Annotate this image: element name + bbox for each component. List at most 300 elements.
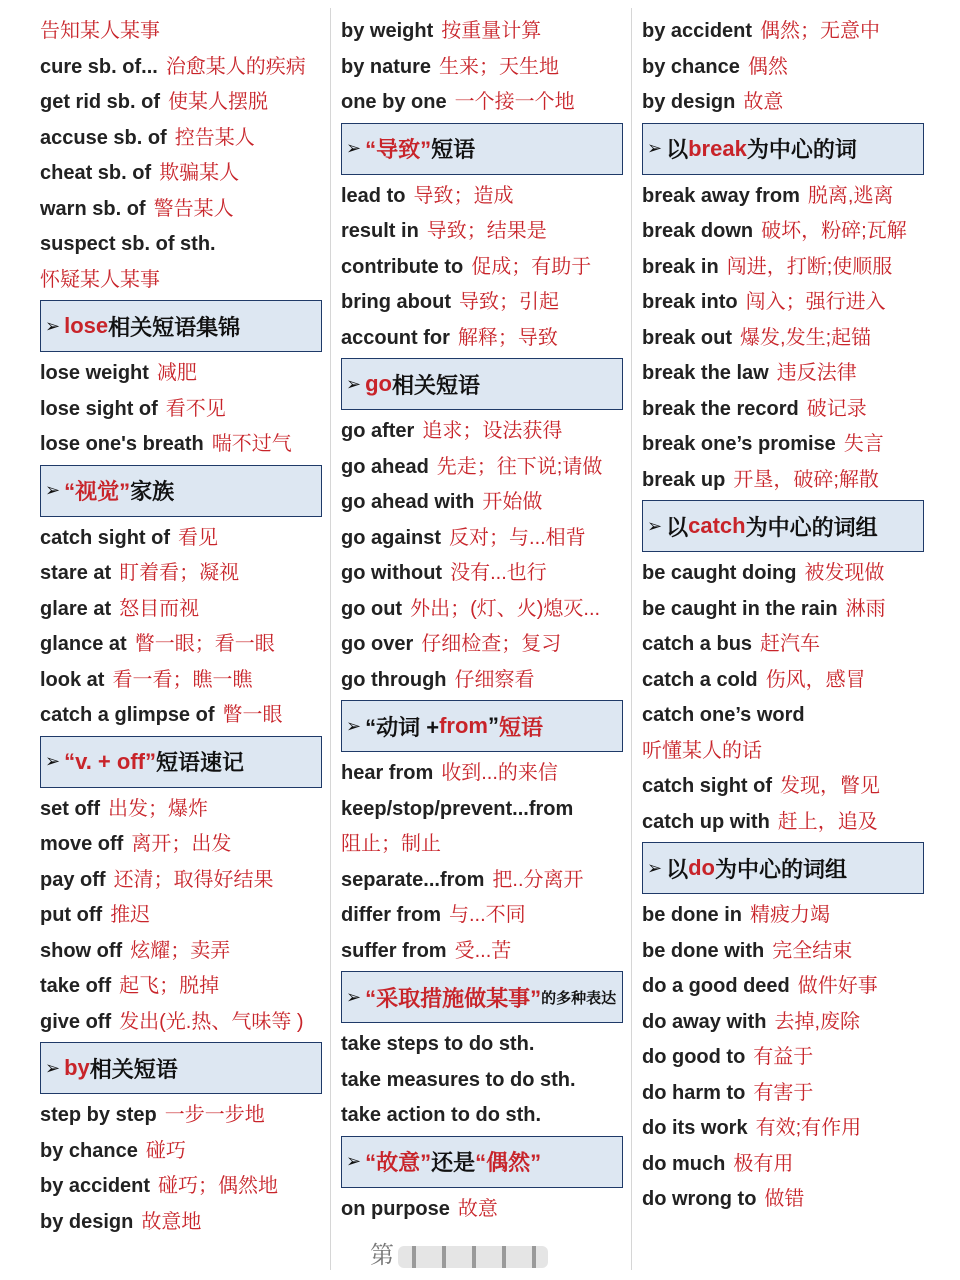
phrase-chinese: 碰巧 xyxy=(145,1139,186,1162)
phrase-english: break up xyxy=(642,468,726,491)
phrase-row xyxy=(40,14,322,50)
section-header-part: 短语 xyxy=(498,714,543,740)
section-header-part: “视觉” xyxy=(64,479,131,504)
phrase-chinese: 导致；造成 xyxy=(413,184,514,207)
section-header-part: by xyxy=(64,1055,90,1080)
phrase-english: take measures to do sth. xyxy=(341,1068,576,1091)
phrase-chinese: 把..分离开 xyxy=(492,868,584,891)
section-header-part: “导致” xyxy=(365,137,432,162)
column-divider xyxy=(631,8,632,1270)
arrow-icon: ➢ xyxy=(346,138,362,158)
phrase-row xyxy=(642,769,924,805)
phrase-english: break one’s promise xyxy=(642,433,836,455)
phrase-english: by accident xyxy=(642,20,753,42)
section-header-part: from xyxy=(439,713,488,738)
phrase-english: lose sight of xyxy=(40,397,158,420)
column-3 xyxy=(642,14,924,1218)
section-header xyxy=(642,500,924,552)
phrase-row xyxy=(642,1147,924,1183)
phrase-row xyxy=(40,627,322,663)
phrase-chinese: 故意 xyxy=(457,1197,498,1220)
section-header-part: 以 xyxy=(666,856,689,882)
phrase-row xyxy=(642,556,924,592)
blurred-watermark xyxy=(398,1246,548,1268)
phrase-english: keep/stop/prevent...from xyxy=(341,797,574,820)
phrase-chinese: 导致；引起 xyxy=(458,291,559,313)
phrase-row xyxy=(642,14,924,50)
phrase-row xyxy=(40,1134,322,1170)
phrase-chinese: 有害于 xyxy=(753,1081,814,1104)
phrase-chinese: 做错 xyxy=(764,1188,805,1210)
phrase-chinese: 失言 xyxy=(843,433,884,455)
section-header-part: 以 xyxy=(666,137,689,162)
phrase-row xyxy=(642,698,924,734)
phrase-row xyxy=(341,450,623,486)
phrase-chinese: 精疲力竭 xyxy=(750,904,830,926)
phrase-row xyxy=(40,356,322,392)
phrase-chinese: 促成；有助于 xyxy=(471,255,592,278)
phrase-chinese: 看见 xyxy=(178,526,219,549)
phrase-row xyxy=(642,805,924,841)
phrase-chinese: 故意地 xyxy=(141,1210,202,1233)
phrase-row xyxy=(341,521,623,557)
phrase-english: catch a bus xyxy=(642,633,753,655)
phrase-english: catch up with xyxy=(642,810,770,833)
phrase-chinese: 开始做 xyxy=(482,491,543,513)
phrase-english: do a good deed xyxy=(642,975,790,997)
arrow-icon: ➢ xyxy=(45,751,61,771)
phrase-chinese: 起飞；脱掉 xyxy=(119,975,220,997)
phrase-row xyxy=(40,969,322,1005)
section-header xyxy=(341,1136,623,1188)
phrase-english: break the law xyxy=(642,362,769,384)
phrase-english: go out xyxy=(341,597,403,620)
phrase-chinese: 炫耀；卖弄 xyxy=(130,939,231,962)
phrase-row xyxy=(341,214,623,250)
phrase-row xyxy=(40,263,322,299)
arrow-icon: ➢ xyxy=(647,515,663,536)
phrase-english: catch one’s word xyxy=(642,704,805,726)
phrase-row xyxy=(40,863,322,899)
section-header-part: 的多种表达 xyxy=(541,989,617,1007)
phrase-chinese: 发出(光.热、气味等 ) xyxy=(119,1010,304,1033)
phrase-row xyxy=(642,250,924,286)
section-header-part: ” xyxy=(487,713,499,738)
phrase-english: be caught doing xyxy=(642,562,797,584)
section-header-part: “v. + off” xyxy=(64,748,156,774)
phrase-english: pay off xyxy=(40,868,106,891)
phrase-row xyxy=(642,934,924,970)
phrase-english: give off xyxy=(40,1010,112,1033)
phrase-row xyxy=(40,227,322,263)
phrase-english: contribute to xyxy=(341,255,464,278)
section-header-part: 为中心的词组 xyxy=(745,514,878,540)
phrase-english: by nature xyxy=(341,55,432,78)
phrase-english: by weight xyxy=(341,20,434,42)
section-header xyxy=(40,300,322,352)
phrase-row xyxy=(341,85,623,121)
phrase-english: separate...from xyxy=(341,868,485,891)
phrase-row xyxy=(341,863,623,899)
phrase-row xyxy=(40,121,322,157)
phrase-chinese: 破坏，粉碎;瓦解 xyxy=(761,220,907,242)
phrase-row xyxy=(642,1040,924,1076)
phrase-row xyxy=(40,192,322,228)
phrase-english: warn sb. of xyxy=(40,197,146,220)
section-header-part: 相关短语 xyxy=(391,372,480,398)
phrase-chinese: 没有...也行 xyxy=(450,562,547,584)
phrase-chinese: 完全结束 xyxy=(772,939,853,962)
phrase-english: do much xyxy=(642,1152,726,1175)
phrase-chinese: 欺骗某人 xyxy=(159,162,240,184)
phrase-chinese: 极有用 xyxy=(733,1152,794,1175)
arrow-icon: ➢ xyxy=(346,373,362,394)
section-header-part: 相关短语集锦 xyxy=(108,314,241,340)
phrase-chinese: 先走；往下说;请做 xyxy=(436,455,603,478)
phrase-row xyxy=(642,321,924,357)
phrase-chinese: 警告某人 xyxy=(153,197,234,220)
phrase-chinese: 偶然 xyxy=(747,55,788,78)
phrase-english: by accident xyxy=(40,1175,151,1197)
phrase-english: do its work xyxy=(642,1117,748,1139)
phrase-chinese: 赶上，追及 xyxy=(777,810,878,833)
phrase-english: put off xyxy=(40,904,103,926)
phrase-chinese: 推迟 xyxy=(110,904,151,926)
arrow-icon: ➢ xyxy=(45,480,61,500)
phrase-english: by design xyxy=(642,91,736,113)
phrase-english: by chance xyxy=(642,55,740,78)
section-header-part: go xyxy=(365,371,392,396)
section-header xyxy=(40,736,322,788)
phrase-row xyxy=(642,392,924,428)
phrase-chinese: 治愈某人的疾病 xyxy=(165,55,306,78)
phrase-chinese: 告知某人某事 xyxy=(40,20,160,42)
phrase-chinese: 瞥一眼 xyxy=(222,704,283,726)
phrase-row xyxy=(40,1005,322,1041)
phrase-english: break down xyxy=(642,220,754,242)
phrase-row xyxy=(642,1076,924,1112)
phrase-chinese: 闯入；强行进入 xyxy=(745,291,886,313)
phrase-chinese: 爆发,发生;起锚 xyxy=(740,326,872,349)
phrase-english: do good to xyxy=(642,1046,746,1068)
phrase-row xyxy=(341,485,623,521)
phrase-chinese: 碰巧；偶然地 xyxy=(158,1175,279,1197)
phrase-chinese: 伤风，感冒 xyxy=(765,668,866,691)
phrase-row xyxy=(40,392,322,428)
phrase-chinese: 违反法律 xyxy=(776,362,857,384)
section-header-part: 家族 xyxy=(130,479,175,504)
arrow-icon: ➢ xyxy=(45,1057,61,1078)
phrase-row xyxy=(341,285,623,321)
phrase-chinese: 阻止；制止 xyxy=(341,833,441,855)
section-header xyxy=(642,842,924,894)
phrase-row xyxy=(40,698,322,734)
phrase-english: go over xyxy=(341,633,414,655)
phrase-english: be done in xyxy=(642,904,742,926)
phrase-chinese: 破记录 xyxy=(806,397,867,420)
phrase-english: be done with xyxy=(642,939,765,962)
phrase-english: catch a cold xyxy=(642,668,758,691)
phrase-english: do harm to xyxy=(642,1081,746,1104)
phrase-chinese: 看不见 xyxy=(165,397,226,420)
phrase-english: take action to do sth. xyxy=(341,1104,542,1126)
phrase-english: on purpose xyxy=(341,1197,450,1220)
phrase-english: lead to xyxy=(341,184,406,207)
phrase-chinese: 看一看；瞧一瞧 xyxy=(112,668,253,691)
column-divider xyxy=(330,8,331,1270)
phrase-english: get rid sb. of xyxy=(40,91,160,113)
phrase-english: go without xyxy=(341,562,443,584)
section-header xyxy=(40,1042,322,1094)
phrase-row xyxy=(341,627,623,663)
section-header xyxy=(341,700,623,752)
phrase-row xyxy=(40,827,322,863)
column-2 xyxy=(341,14,623,1227)
phrase-row xyxy=(642,898,924,934)
phrase-english: show off xyxy=(40,939,123,962)
phrase-row xyxy=(341,934,623,970)
phrase-english: accuse sb. of xyxy=(40,126,167,149)
phrase-english: lose one's breath xyxy=(40,433,204,455)
section-header-part: “偶然” xyxy=(475,1150,542,1175)
phrase-row xyxy=(341,1063,623,1099)
phrase-chinese: 赶汽车 xyxy=(760,633,821,655)
phrase-english: catch sight of xyxy=(642,775,773,797)
phrase-english: account for xyxy=(341,326,450,349)
phrase-row xyxy=(642,179,924,215)
phrase-chinese: 一个接一个地 xyxy=(454,91,575,113)
phrase-chinese: 还清；取得好结果 xyxy=(113,868,274,891)
section-header-part: 为中心的词组 xyxy=(715,856,848,882)
phrase-english: by chance xyxy=(40,1139,138,1162)
phrase-row xyxy=(40,1205,322,1241)
phrase-english: go through xyxy=(341,668,447,691)
phrase-english: break the record xyxy=(642,397,799,420)
phrase-row xyxy=(40,556,322,592)
phrase-row xyxy=(642,50,924,86)
phrase-row xyxy=(642,969,924,1005)
section-header-part: 还是 xyxy=(431,1150,476,1175)
section-header-part: 以 xyxy=(666,514,689,540)
phrase-english: lose weight xyxy=(40,362,149,384)
phrase-chinese: 做件好事 xyxy=(797,975,878,997)
phrase-english: step by step xyxy=(40,1104,157,1126)
arrow-icon: ➢ xyxy=(647,857,663,878)
phrase-row xyxy=(341,556,623,592)
phrase-english: take off xyxy=(40,975,112,997)
phrase-row xyxy=(341,756,623,792)
phrase-row xyxy=(341,179,623,215)
phrase-english: break in xyxy=(642,255,719,278)
arrow-icon: ➢ xyxy=(346,986,362,1007)
phrase-row xyxy=(40,156,322,192)
phrase-english: glare at xyxy=(40,597,112,620)
phrase-row xyxy=(341,1098,623,1134)
phrase-row xyxy=(40,592,322,628)
phrase-chinese: 偶然；无意中 xyxy=(760,20,881,42)
footer-text: 第 xyxy=(370,1242,394,1269)
phrase-english: catch sight of xyxy=(40,526,171,549)
section-header xyxy=(341,971,623,1023)
phrase-english: glance at xyxy=(40,633,127,655)
phrase-chinese: 发现，瞥见 xyxy=(780,775,881,797)
section-header-part: catch xyxy=(688,513,746,538)
phrase-row xyxy=(341,1027,623,1063)
phrase-english: cheat sb. of xyxy=(40,162,152,184)
section-header-part: 短语 xyxy=(431,137,476,162)
phrase-row xyxy=(642,85,924,121)
phrase-english: break out xyxy=(642,326,733,349)
phrase-chinese: 控告某人 xyxy=(174,126,255,149)
phrase-english: cure sb. of... xyxy=(40,55,158,78)
phrase-chinese: 仔细检查；复习 xyxy=(421,633,562,655)
section-header-part: do xyxy=(688,855,715,880)
phrase-english: go ahead with xyxy=(341,491,475,513)
phrase-chinese: 盯着看；凝视 xyxy=(119,562,240,584)
phrase-chinese: 喘不过气 xyxy=(211,433,292,455)
phrase-chinese: 怒目而视 xyxy=(119,597,200,620)
phrase-chinese: 听懂某人的话 xyxy=(642,739,762,762)
phrase-english: break into xyxy=(642,291,738,313)
section-header xyxy=(341,358,623,410)
phrase-english: look at xyxy=(40,668,105,691)
phrase-chinese: 出发；爆炸 xyxy=(108,797,208,820)
phrase-row xyxy=(40,50,322,86)
section-header xyxy=(341,123,623,175)
phrase-english: bring about xyxy=(341,291,451,313)
phrase-chinese: 被发现做 xyxy=(804,562,885,584)
phrase-chinese: 反对；与...相背 xyxy=(449,526,586,549)
phrase-row xyxy=(642,214,924,250)
phrase-chinese: 受...苦 xyxy=(454,939,512,962)
phrase-row xyxy=(642,592,924,628)
phrase-row xyxy=(642,734,924,770)
phrase-chinese: 追求；设法获得 xyxy=(422,420,563,442)
section-header xyxy=(642,123,924,175)
section-header-part: 为中心的词 xyxy=(746,137,857,162)
phrase-chinese: 解释；导致 xyxy=(457,326,558,349)
arrow-icon: ➢ xyxy=(647,138,663,158)
phrase-chinese: 生来；天生地 xyxy=(439,55,560,78)
arrow-icon: ➢ xyxy=(346,1151,362,1171)
phrase-chinese: 按重量计算 xyxy=(441,20,542,42)
phrase-row xyxy=(341,663,623,699)
phrase-english: by design xyxy=(40,1210,134,1233)
phrase-english: set off xyxy=(40,797,100,820)
phrase-chinese: 故意 xyxy=(743,91,784,113)
phrase-row xyxy=(642,1182,924,1218)
phrase-row xyxy=(341,14,623,50)
phrase-chinese: 有效;有作用 xyxy=(755,1117,862,1139)
phrase-row xyxy=(40,934,322,970)
phrase-row xyxy=(341,250,623,286)
phrase-english: break away from xyxy=(642,184,800,207)
phrase-row xyxy=(642,463,924,499)
phrase-row xyxy=(642,627,924,663)
phrase-chinese: 瞥一眼；看一眼 xyxy=(134,633,275,655)
phrase-chinese: 一步一步地 xyxy=(164,1104,265,1126)
phrase-row xyxy=(642,285,924,321)
phrase-english: go ahead xyxy=(341,455,429,478)
section-header-part: “故意” xyxy=(365,1150,432,1175)
phrase-row xyxy=(642,663,924,699)
phrase-row xyxy=(40,1098,322,1134)
phrase-english: take steps to do sth. xyxy=(341,1033,535,1055)
phrase-row xyxy=(642,1111,924,1147)
phrase-row xyxy=(40,85,322,121)
phrase-english: suffer from xyxy=(341,939,447,962)
phrase-chinese: 仔细察看 xyxy=(454,668,535,691)
column-1 xyxy=(40,14,322,1240)
section-header-part: break xyxy=(688,135,747,161)
phrase-row xyxy=(40,427,322,463)
phrase-row xyxy=(40,792,322,828)
section-header xyxy=(40,465,322,517)
phrase-english: go after xyxy=(341,420,415,442)
arrow-icon: ➢ xyxy=(346,715,362,736)
phrase-row xyxy=(642,1005,924,1041)
phrase-chinese: 使某人摆脱 xyxy=(168,91,268,113)
phrase-row xyxy=(341,321,623,357)
phrase-english: result in xyxy=(341,220,419,242)
phrase-row xyxy=(341,1192,623,1228)
arrow-icon: ➢ xyxy=(45,315,61,336)
phrase-english: suspect sb. of sth. xyxy=(40,233,216,255)
page-footer xyxy=(370,1238,600,1274)
phrase-chinese: 怀疑某人某事 xyxy=(40,268,160,291)
phrase-chinese: 离开；出发 xyxy=(131,833,232,855)
phrase-english: do away with xyxy=(642,1010,767,1033)
phrase-row xyxy=(40,1169,322,1205)
phrase-chinese: 脱离,逃离 xyxy=(807,184,894,207)
section-header-part: 相关短语 xyxy=(89,1056,178,1082)
phrase-chinese: 收到...的来信 xyxy=(441,762,558,784)
phrase-row xyxy=(341,827,623,863)
phrase-row xyxy=(642,356,924,392)
phrase-chinese: 淋雨 xyxy=(845,597,886,620)
section-header-part: “采取措施做某事” xyxy=(365,985,542,1011)
phrase-chinese: 有益于 xyxy=(753,1046,814,1068)
phrase-english: go against xyxy=(341,526,442,549)
phrase-english: hear from xyxy=(341,762,434,784)
phrase-row xyxy=(40,521,322,557)
phrase-row xyxy=(40,663,322,699)
section-header-part: 短语速记 xyxy=(155,750,244,775)
phrase-chinese: 去掉,废除 xyxy=(774,1010,861,1033)
phrase-english: be caught in the rain xyxy=(642,597,838,620)
phrase-english: do wrong to xyxy=(642,1188,757,1210)
phrase-row xyxy=(642,427,924,463)
phrase-english: catch a glimpse of xyxy=(40,704,215,726)
phrase-english: differ from xyxy=(341,904,441,926)
phrase-row xyxy=(341,414,623,450)
phrase-row xyxy=(341,792,623,828)
phrase-chinese: 外出；(灯、火)熄灭... xyxy=(410,597,601,620)
phrase-chinese: 与...不同 xyxy=(449,904,526,926)
phrase-chinese: 减肥 xyxy=(156,362,197,384)
phrase-chinese: 开垦，破碎;解散 xyxy=(733,468,879,491)
phrase-chinese: 闯进，打断;使顺服 xyxy=(726,255,893,278)
phrase-row xyxy=(341,898,623,934)
phrase-chinese: 导致；结果是 xyxy=(426,220,547,242)
phrase-row xyxy=(341,592,623,628)
section-header-part: lose xyxy=(64,313,109,338)
section-header-part: “动词 + xyxy=(365,714,440,740)
phrase-row xyxy=(40,898,322,934)
phrase-row xyxy=(341,50,623,86)
phrase-english: move off xyxy=(40,833,124,855)
phrase-english: stare at xyxy=(40,562,112,584)
